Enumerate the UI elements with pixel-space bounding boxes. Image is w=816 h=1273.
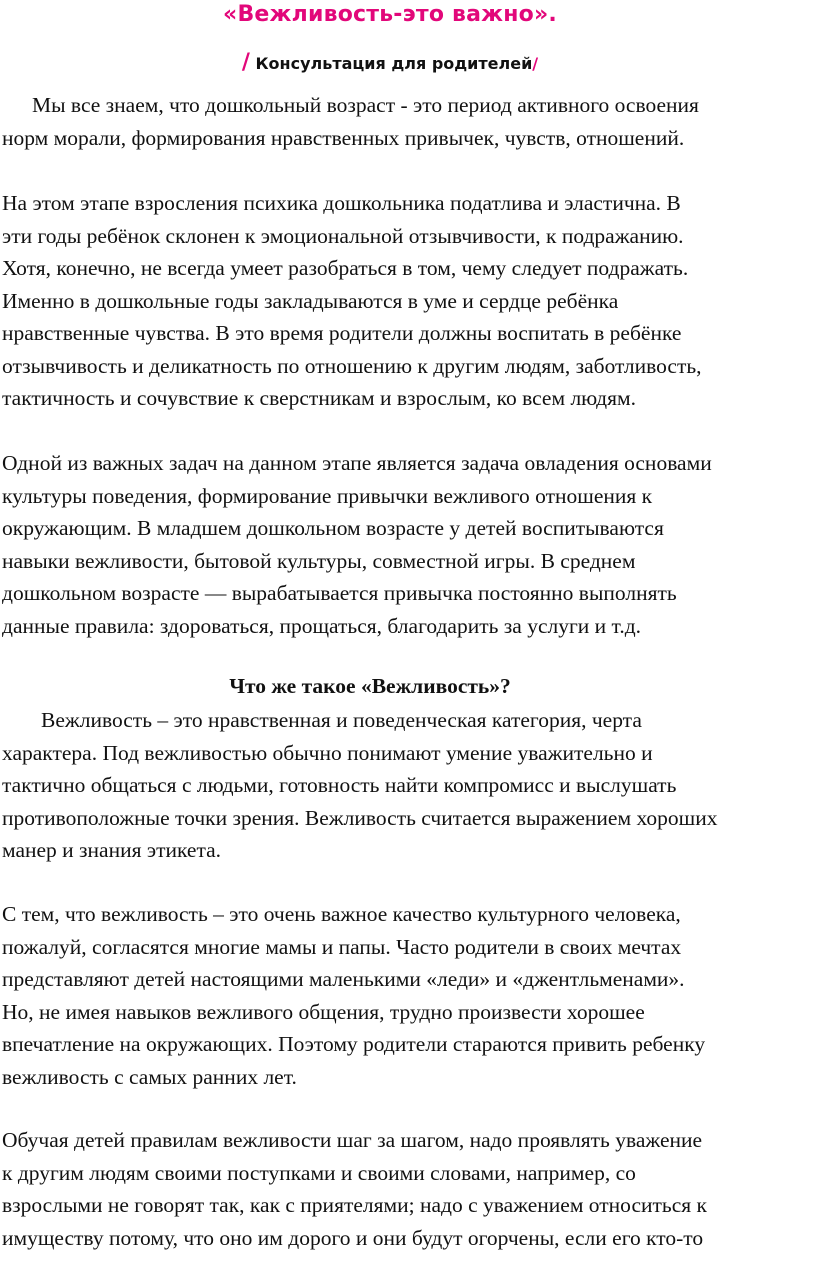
paragraph-2	[2, 187, 814, 415]
paragraph-line: тактично общаться с людьми, готовность найти компромисс и выслушать	[2, 773, 677, 797]
subtitle-slash-open: /	[241, 50, 250, 75]
paragraph-1	[2, 89, 814, 154]
paragraph-4	[2, 704, 814, 867]
paragraph-line: дошкольном возрасте — вырабатывается привычка постоянно выполнять	[2, 581, 677, 605]
subtitle-slash-close: /	[532, 54, 539, 73]
paragraph-line: тактичность и сочувствие к сверстникам и взрослым, ко всем людям.	[2, 386, 636, 410]
paragraph-line: вежливость с самых ранних лет.	[2, 1064, 297, 1089]
paragraph-3	[2, 447, 814, 642]
paragraph-line: норм морали, формирования нравственных привычек, чувств, отношений.	[2, 125, 685, 150]
paragraph-line: пожалуй, согласятся многие мамы и папы. Часто родители в своих мечтах	[2, 934, 682, 959]
paragraph-line: Одной из важных задач на данном этапе является задача овладения основами	[2, 451, 712, 475]
paragraph-line: к другим людям своими поступками и своими словами, например, со	[2, 1160, 636, 1185]
paragraph-line: навыки вежливости, бытовой культуры, совместной игры. В среднем	[2, 548, 636, 573]
paragraph-line: данные правила: здороваться, прощаться, благодарить за услуги и т.д.	[2, 613, 642, 638]
paragraph-line: отзывчивость и деликатность по отношению к другим людям, заботливость,	[2, 353, 702, 378]
paragraph-5	[2, 898, 814, 1093]
paragraph-line: окружающим. В младшем дошкольном возрасте у детей воспитываются	[2, 516, 664, 540]
paragraph-line: С тем, что вежливость – это очень важное качество культурного человека,	[2, 902, 681, 926]
paragraph-line: нравственные чувства. В это время родители должны воспитать в ребёнке	[2, 321, 682, 345]
paragraph-line: Мы все знаем, что дошкольный возраст - это период активного освоения	[32, 93, 699, 117]
paragraph-line: На этом этапе взросления психика дошкольника податлива и эластична. В	[2, 191, 681, 215]
paragraph-line: представляют детей настоящими маленькими «леди» и «джентльменами».	[2, 967, 685, 991]
paragraph-line: Обучая детей правилам вежливости шаг за шагом, надо проявлять уважение	[2, 1128, 703, 1152]
paragraph-line: Но, не имея навыков вежливого общения, трудно произвести хорошее	[2, 999, 645, 1024]
paragraph-line: противоположные точки зрения. Вежливость считается выражением хороших	[2, 805, 718, 830]
document-title: «Вежливость-это важно».	[223, 2, 557, 27]
paragraph-line: Именно в дошкольные годы закладываются в уме и сердце ребёнка	[2, 288, 619, 313]
paragraph-line: имуществу потому, что оно им дорого и они будут огорчены, если его кто-то	[2, 1225, 704, 1250]
paragraph-line: впечатление на окружающих. Поэтому родители стараются привить ребенку	[2, 1032, 706, 1056]
section-heading: Что же такое «Вежливость»?	[229, 674, 511, 698]
paragraph-line: культуры поведения, формирование привычки вежливого отношения к	[2, 483, 653, 508]
paragraph-line: Вежливость – это нравственная и поведенческая категория, черта	[41, 708, 642, 732]
paragraph-line: взрослыми не говорят так, как с приятелями; надо с уважением относиться к	[2, 1193, 707, 1217]
paragraph-line: Хотя, конечно, не всегда умеет разобраться в том, чему следует подражать.	[2, 256, 689, 280]
paragraph-line: эти годы ребёнок склонен к эмоциональной отзывчивости, к подражанию.	[2, 223, 684, 248]
paragraph-line: характера. Под вежливостью обычно понимают умение уважительно и	[2, 740, 653, 765]
paragraph-6	[2, 1124, 814, 1254]
subtitle-text: Консультация для родителей	[255, 54, 533, 73]
document-subtitle	[0, 50, 780, 75]
paragraph-line: манер и знания этикета.	[2, 838, 222, 862]
